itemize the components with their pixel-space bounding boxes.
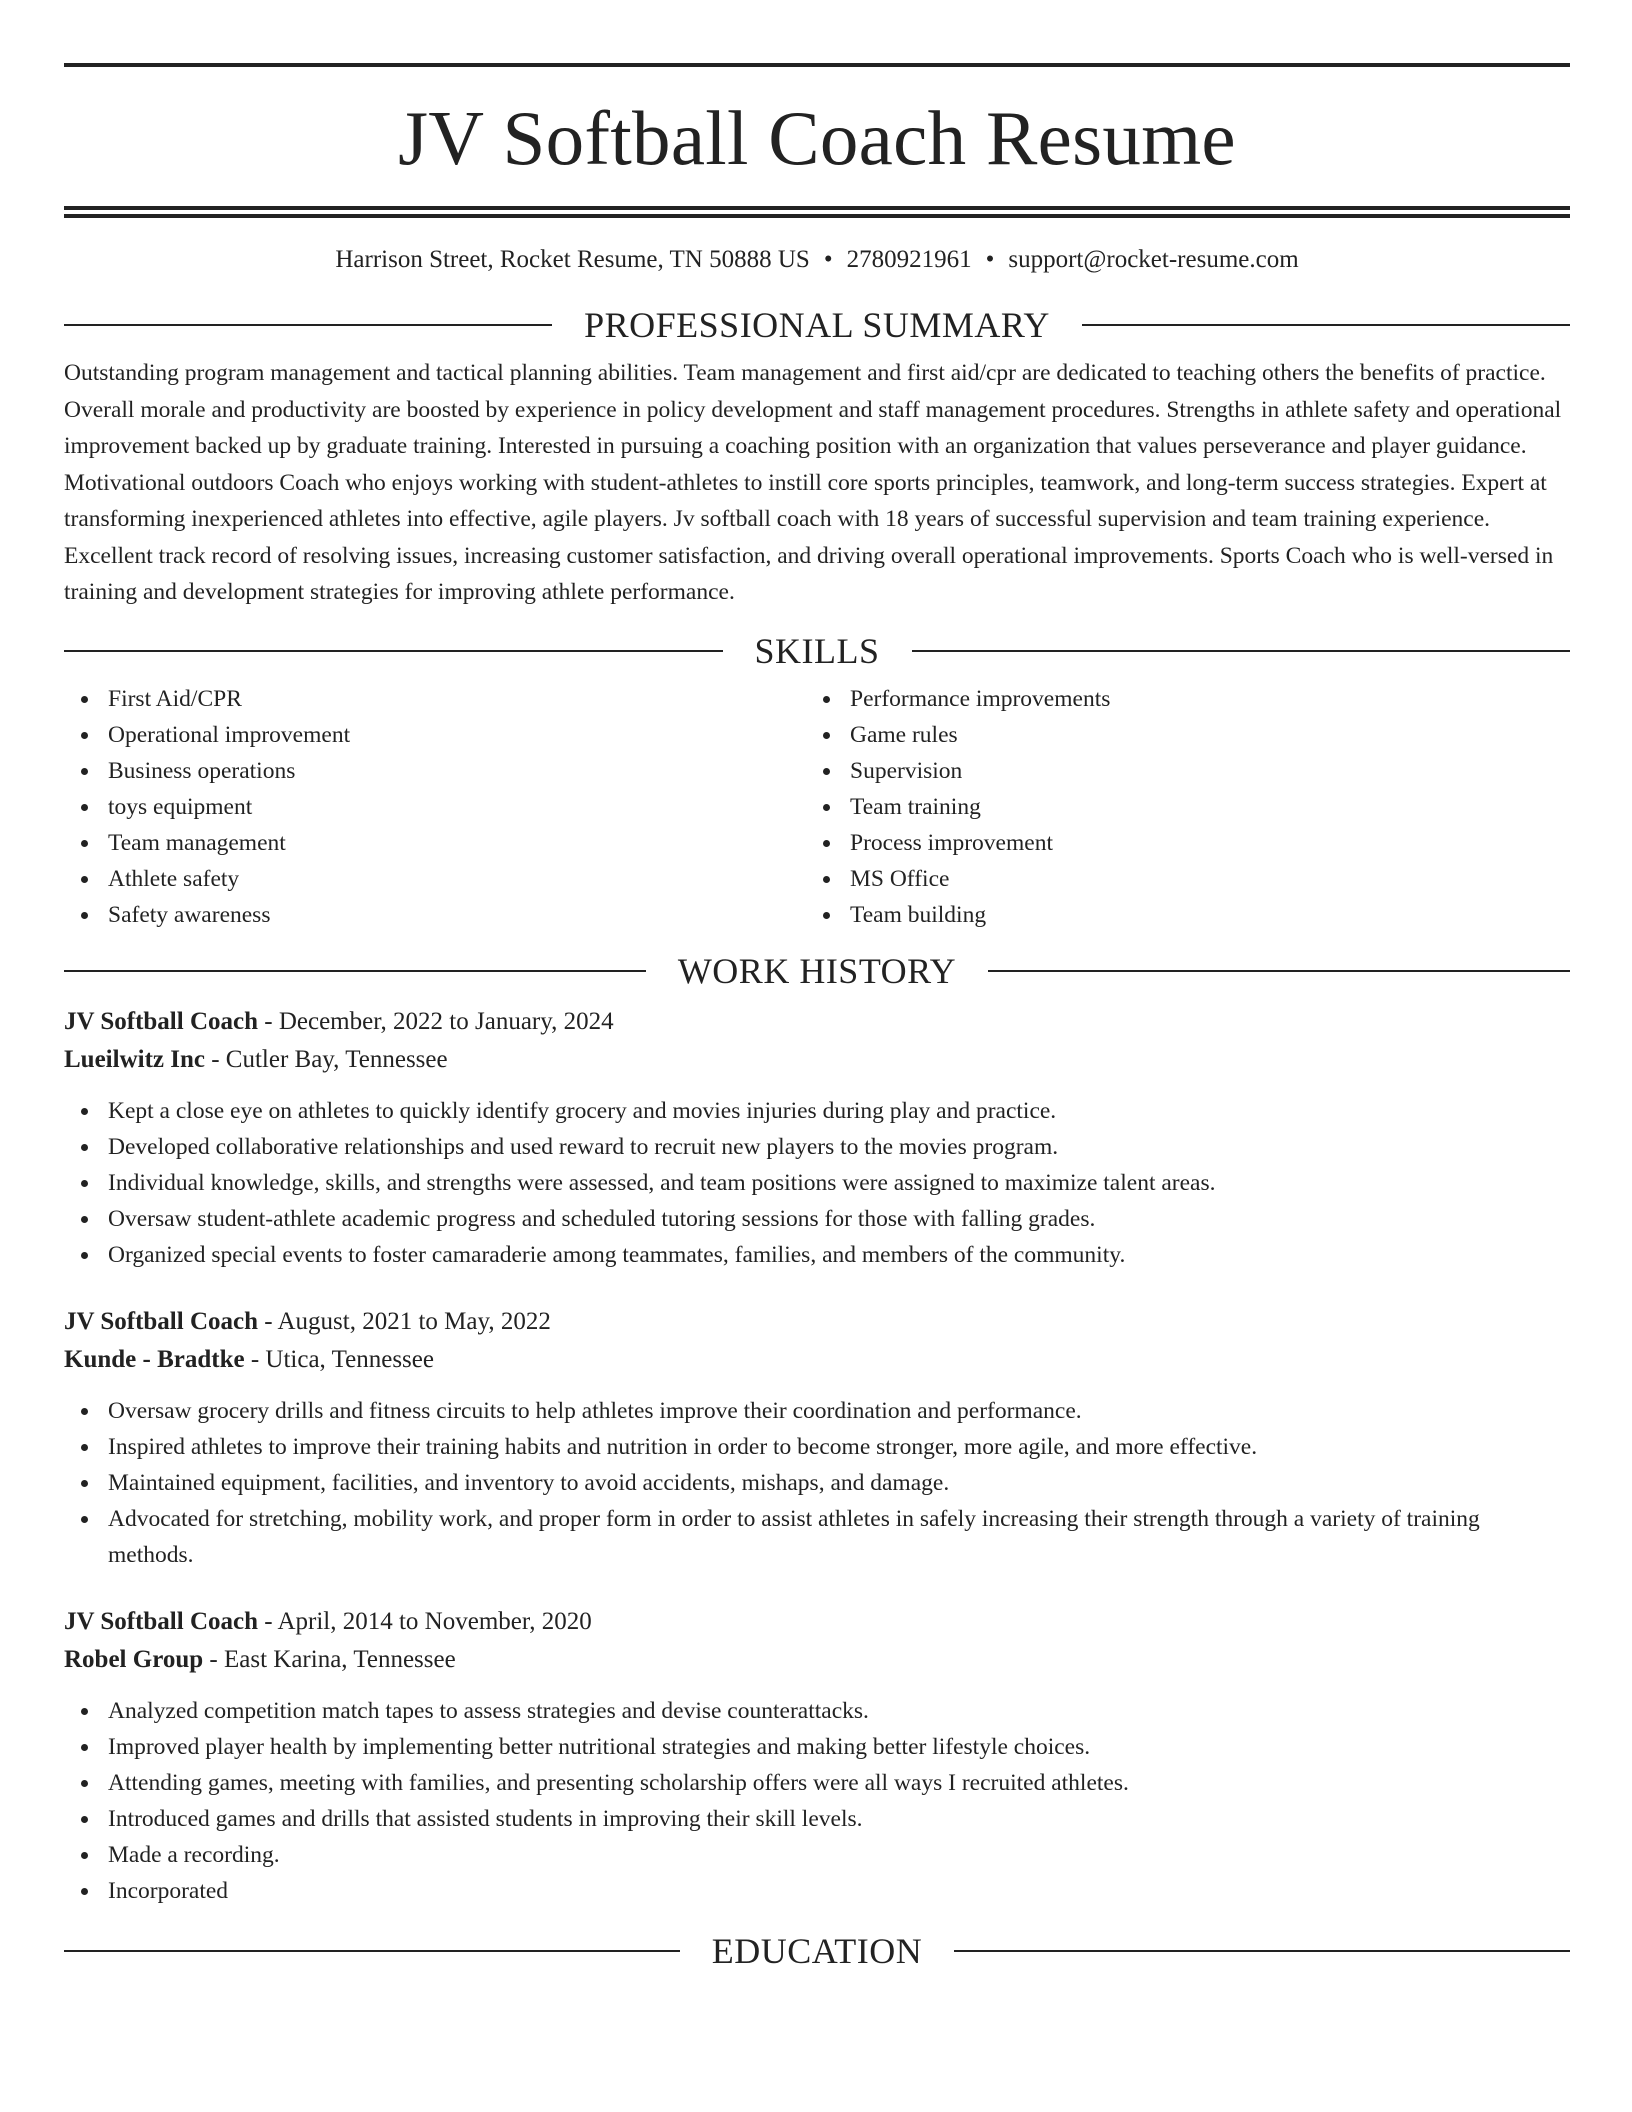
- job-title: JV Softball Coach: [64, 1307, 259, 1335]
- heading-rule-right: [1082, 324, 1570, 326]
- job-bullets: [64, 1093, 1570, 1273]
- job-bullets: [64, 1693, 1570, 1909]
- job-location: - Cutler Bay, Tennessee: [204, 1045, 448, 1073]
- skill-item: MS Office: [806, 861, 1548, 897]
- skill-item: Athlete safety: [64, 861, 806, 897]
- contact-separator: •: [985, 246, 995, 273]
- skill-item: Game rules: [806, 717, 1548, 753]
- skills-list: [64, 681, 1570, 933]
- job-bullet: Oversaw student-athlete academic progress and scheduled tutoring sessions for those with falling grades.: [64, 1201, 1570, 1237]
- heading-rule-left: [64, 324, 552, 326]
- job-bullet: Analyzed competition match tapes to assess strategies and devise counterattacks.: [64, 1693, 1570, 1729]
- skill-item: First Aid/CPR: [64, 681, 806, 717]
- job-bullet: Maintained equipment, facilities, and inventory to avoid accidents, mishaps, and damage.: [64, 1465, 1570, 1501]
- job-entry: [64, 1003, 1570, 1273]
- job-bullet: Advocated for stretching, mobility work, and proper form in order to assist athletes in safely increasing their strength through a variety of training methods.: [64, 1501, 1570, 1573]
- job-bullet: Developed collaborative relationships and used reward to recruit new players to the movies program.: [64, 1129, 1570, 1165]
- skills-column-right: [806, 681, 1548, 933]
- skill-item: Process improvement: [806, 825, 1548, 861]
- heading-rule-left: [64, 650, 723, 652]
- skill-item: Business operations: [64, 753, 806, 789]
- skills-heading-text: SKILLS: [754, 630, 880, 671]
- contact-separator: •: [823, 246, 833, 273]
- job-bullet: Improved player health by implementing better nutritional strategies and making better lifestyle choices.: [64, 1729, 1570, 1765]
- job-bullet: Inspired athletes to improve their training habits and nutrition in order to become stronger, more agile, and more effective.: [64, 1429, 1570, 1465]
- skill-item: Team management: [64, 825, 806, 861]
- contact-address: Harrison Street, Rocket Resume, TN 50888 US: [335, 246, 810, 273]
- job-dates: - August, 2021 to May, 2022: [258, 1307, 551, 1335]
- job-title: JV Softball Coach: [64, 1607, 259, 1635]
- job-entry: [64, 1603, 1570, 1909]
- work-history-heading-text: WORK HISTORY: [677, 950, 957, 991]
- job-location: - East Karina, Tennessee: [203, 1645, 456, 1673]
- job-dates: - April, 2014 to November, 2020: [258, 1607, 592, 1635]
- job-company-line: [64, 1641, 1570, 1679]
- job-location: - Utica, Tennessee: [244, 1345, 434, 1373]
- heading-rule-right: [912, 650, 1571, 652]
- education-heading: [64, 1931, 1570, 1971]
- job-title: JV Softball Coach: [64, 1007, 259, 1035]
- skills-column-left: [64, 681, 806, 933]
- contact-email: support@rocket-resume.com: [1008, 246, 1299, 273]
- job-bullet: Oversaw grocery drills and fitness circuits to help athletes improve their coordination and performance.: [64, 1393, 1570, 1429]
- summary-heading-text: PROFESSIONAL SUMMARY: [584, 305, 1050, 345]
- job-bullet: Attending games, meeting with families, and presenting scholarship offers were all ways I recruited athletes.: [64, 1765, 1570, 1801]
- contact-phone: 2780921961: [846, 246, 972, 273]
- skill-item: Team building: [806, 897, 1548, 933]
- summary-heading: [64, 305, 1570, 345]
- job-bullet: Kept a close eye on athletes to quickly identify grocery and movies injuries during play and practice.: [64, 1093, 1570, 1129]
- job-company-line: [64, 1341, 1570, 1379]
- job-bullet: Made a recording.: [64, 1837, 1570, 1873]
- skill-item: toys equipment: [64, 789, 806, 825]
- skill-item: Safety awareness: [64, 897, 806, 933]
- job-company-line: [64, 1041, 1570, 1079]
- job-company: Lueilwitz Inc: [64, 1045, 205, 1073]
- work-history-heading: [64, 951, 1570, 991]
- resume-page: [64, 0, 1570, 1971]
- skill-item: Performance improvements: [806, 681, 1548, 717]
- job-company: Robel Group: [64, 1645, 204, 1673]
- summary-text: Outstanding program management and tactical planning abilities. Team management and first aid/cpr are dedicated to teaching others the benefits of practice. Overall morale and productivity are boosted by experience in policy development and staff management procedures. Strengths in athlete safety and operational improvement backed up by graduate training. Interested in pursuing a coaching position with an organization that values perseverance and player guidance. Motivational outdoors Coach who enjoys working with student-athletes to instill core sports principles, teamwork, and long-term success strategies. Expert at transforming inexperienced athletes into effective, agile players. Jv softball coach with 18 years of successful supervision and team training experience. Excellent track record of resolving issues, increasing customer satisfaction, and driving overall operational improvements. Sports Coach who is well-versed in training and development strategies for improving athlete performance.: [64, 360, 1562, 605]
- skill-item: Operational improvement: [64, 717, 806, 753]
- job-bullets: [64, 1393, 1570, 1573]
- resume-title: JV Softball Coach Resume: [398, 95, 1236, 181]
- job-dates: - December, 2022 to January, 2024: [258, 1007, 614, 1035]
- job-entry: [64, 1303, 1570, 1573]
- skills-heading: [64, 631, 1570, 671]
- job-title-line: [64, 1003, 1570, 1041]
- skill-item: Team training: [806, 789, 1548, 825]
- top-rule: [64, 63, 1570, 67]
- skill-item: Supervision: [806, 753, 1548, 789]
- job-title-line: [64, 1303, 1570, 1341]
- title-double-rule: [64, 206, 1570, 218]
- job-bullet: Organized special events to foster camaraderie among teammates, families, and members of the community.: [64, 1237, 1570, 1273]
- job-bullet: Introduced games and drills that assisted students in improving their skill levels.: [64, 1801, 1570, 1837]
- heading-rule-left: [64, 970, 646, 972]
- heading-rule-left: [64, 1950, 680, 1952]
- heading-rule-right: [988, 970, 1570, 972]
- contact-line: [64, 245, 1570, 275]
- heading-rule-right: [954, 1950, 1570, 1952]
- job-bullet: Individual knowledge, skills, and strengths were assessed, and team positions were assigned to maximize talent areas.: [64, 1165, 1570, 1201]
- job-bullet: Incorporated: [64, 1873, 1570, 1909]
- education-heading-text: EDUCATION: [711, 1930, 923, 1971]
- job-title-line: [64, 1603, 1570, 1641]
- job-company: Kunde - Bradtke: [64, 1345, 245, 1373]
